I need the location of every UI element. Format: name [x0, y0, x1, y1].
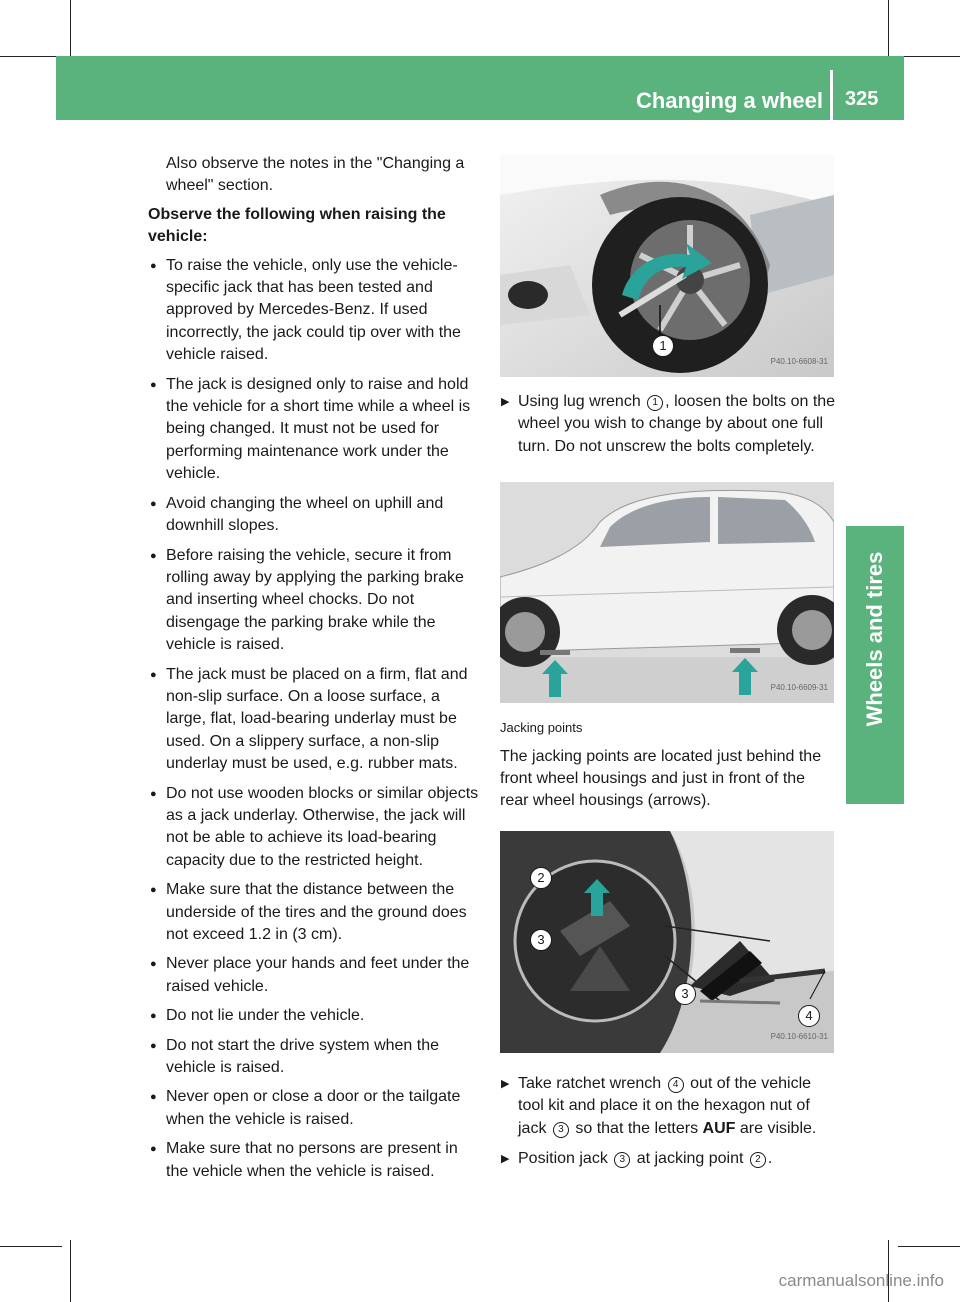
jack-illustration — [500, 831, 834, 1053]
list-item: ● Make sure that the distance between the underside of the tires and the ground does not exceed 1.2 in (3 cm). — [148, 879, 484, 946]
lug-wrench-illustration — [500, 155, 834, 377]
ref-jack: 3 — [553, 1122, 569, 1138]
steps-2 — [500, 1073, 836, 1171]
step-item: ▶ Position jack 3 at jacking point 2 . — [500, 1148, 836, 1170]
list-item: ● Do not use wooden blocks or similar objects as a jack underlay. Otherwise, the jack will not be able to achieve its load-bearing capacity due to the restricted height. — [148, 783, 484, 873]
jacking-points-illustration — [500, 482, 834, 703]
image-code: P40.10-6609-31 — [770, 682, 828, 692]
step-item: ▶ Take ratchet wrench 4 out of the vehicle tool kit and place it on the hexagon nut of jack 3 so that the letters AUF are visible. — [500, 1073, 836, 1140]
list-item: ● Do not lie under the vehicle. — [148, 1005, 484, 1027]
list-item: ● Do not start the drive system when the vehicle is raised. — [148, 1035, 484, 1080]
crop-mark — [70, 1240, 71, 1302]
precaution-list — [148, 255, 484, 1183]
intro-note: Also observe the notes in the "Changing a wheel" section. — [166, 155, 465, 195]
list-item: ● Before raising the vehicle, secure it from rolling away by applying the parking brake and inserting wheel chocks. Do not disengage the parking brake while the vehicle is raised. — [148, 545, 484, 657]
crop-mark — [0, 56, 62, 57]
crop-mark — [888, 0, 889, 62]
list-item: ● Avoid changing the wheel on uphill and downhill slopes. — [148, 493, 484, 538]
header-divider — [830, 70, 833, 120]
ref-ratchet-wrench: 4 — [668, 1077, 684, 1093]
crop-mark — [70, 0, 71, 62]
section-heading: Observe the following when raising the vehicle: — [148, 205, 446, 246]
right-column — [500, 155, 836, 1178]
jacking-points-text: The jacking points are located just behind the front wheel housings and just in front of the rear wheel housings (arrows). — [500, 747, 822, 810]
watermark: carmanualsonline.info — [778, 1271, 944, 1290]
list-item: ● Make sure that no persons are present in the vehicle when the vehicle is raised. — [148, 1138, 484, 1183]
list-item: ● Never place your hands and feet under the raised vehicle. — [148, 953, 484, 998]
image-code: P40.10-6608-31 — [770, 356, 828, 366]
list-item: ● The jack is designed only to raise and hold the vehicle for a short time while a wheel is being changed. It must not be used for performing maintenance work under the vehicle. — [148, 374, 484, 486]
list-item: ● To raise the vehicle, only use the vehicle-specific jack that has been tested and approved by Mercedes-Benz. If used incorrectly, the jack could tip over with the vehicle raised. — [148, 255, 484, 367]
list-item: ● The jack must be placed on a firm, flat and non-slip surface. On a loose surface, a large, flat, load-bearing underlay must be used. On a slippery surface, a non-slip underlay must be used, e.g. rubber mats. — [148, 664, 484, 776]
step-item: ▶ Using lug wrench 1 , loosen the bolts on the wheel you wish to change by about one full turn. Do not unscrew the bolts completely. — [500, 391, 836, 458]
callout-2: 2 — [530, 867, 552, 889]
callout-1: 1 — [652, 335, 674, 357]
section-marker — [846, 732, 904, 804]
section-tab-label: Wheels and tires — [862, 551, 887, 727]
left-column — [148, 153, 484, 1190]
steps-1 — [500, 391, 836, 458]
ref-jack: 3 — [614, 1152, 630, 1168]
crop-mark — [898, 1246, 960, 1247]
crop-mark — [898, 56, 960, 57]
page-number: 325 — [845, 88, 879, 110]
list-item: ● Never open or close a door or the tailgate when the vehicle is raised. — [148, 1086, 484, 1131]
crop-mark — [0, 1246, 62, 1247]
callout-3: 3 — [530, 929, 552, 951]
page-title: Changing a wheel — [635, 88, 823, 113]
image-code: P40.10-6610-31 — [770, 1032, 828, 1042]
callout-4: 4 — [798, 1005, 820, 1027]
car-side-drawing — [500, 482, 834, 703]
ref-jacking-point: 2 — [750, 1152, 766, 1168]
image-caption: Jacking points — [500, 720, 583, 736]
callout-3-b: 3 — [674, 983, 696, 1005]
ref-lug-wrench: 1 — [647, 395, 663, 411]
